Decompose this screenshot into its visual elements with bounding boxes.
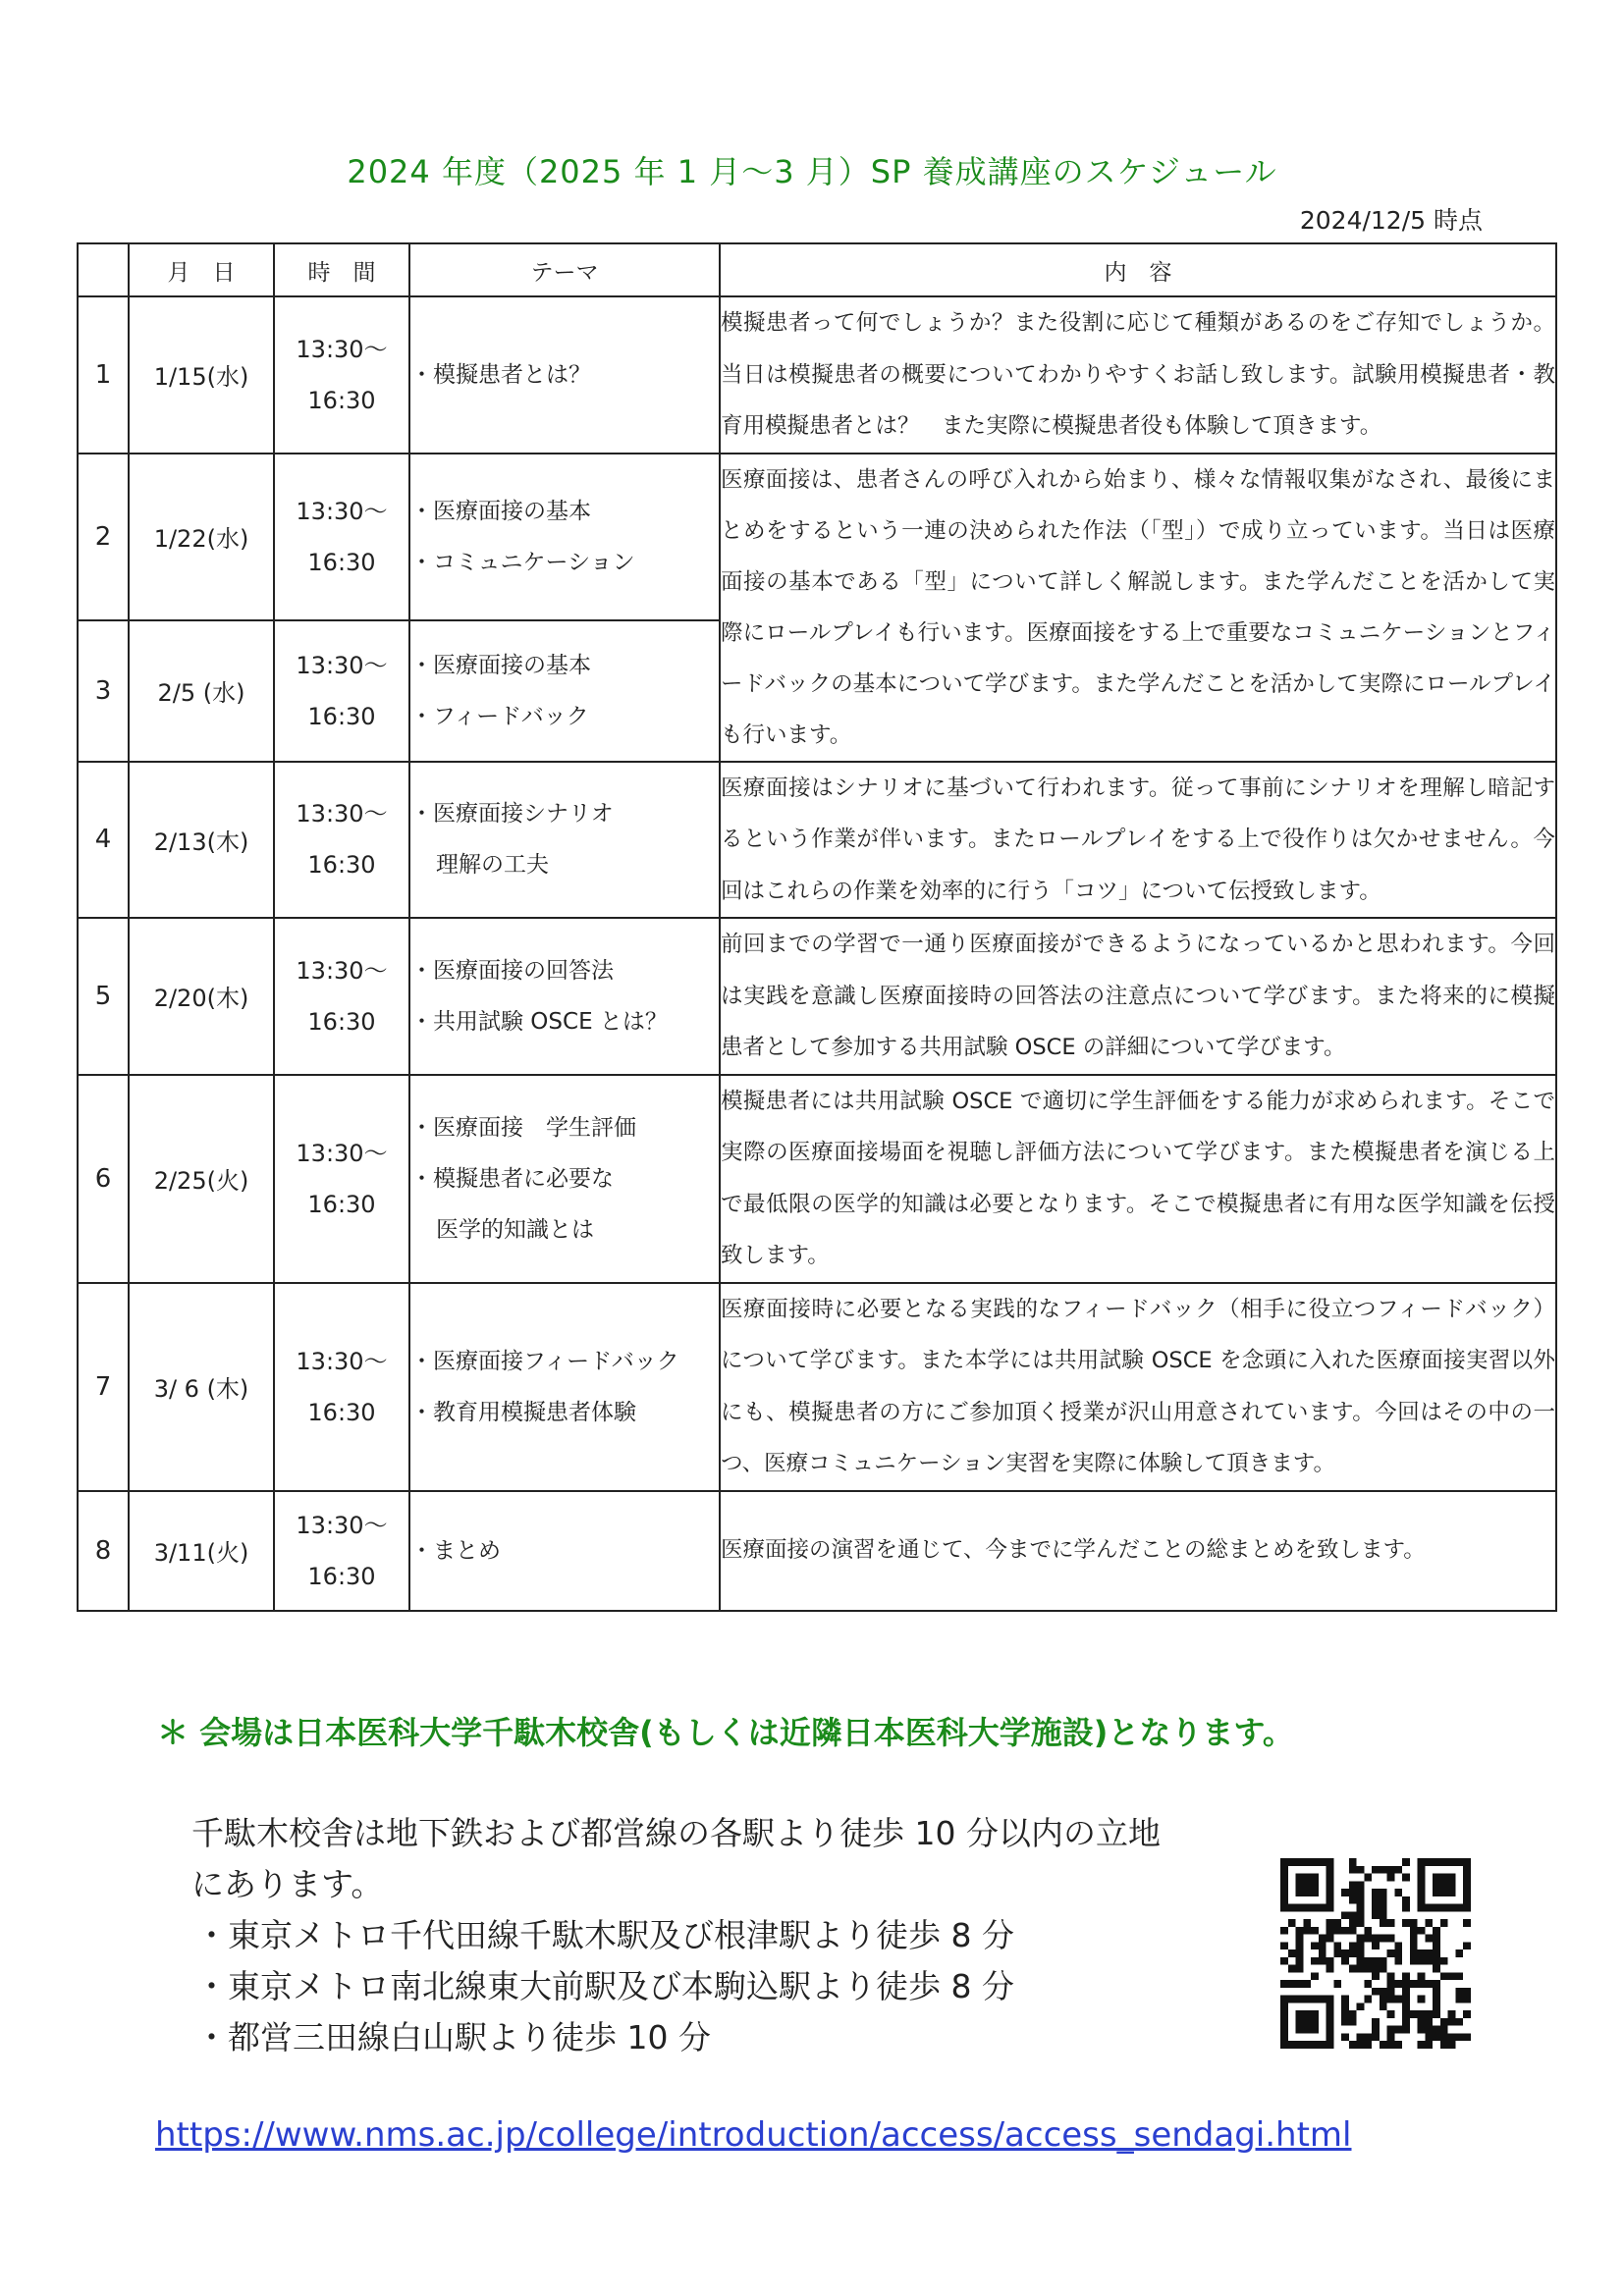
access-info [191, 1808, 1232, 2063]
access-route: ・東京メトロ千代田線千駄木駅及び根津駅より徒歩 8 分 [195, 1916, 1014, 1954]
theme-item: ・医療面接の基本 [410, 652, 591, 678]
row-theme [409, 296, 720, 454]
theme-item: ・模擬患者に必要な [410, 1165, 614, 1192]
time-start: 13:30～ [296, 335, 388, 363]
access-route: ・都営三田線白山駅より徒歩 10 分 [195, 2018, 711, 2056]
time-start: 13:30～ [296, 497, 388, 525]
row-date: 3/ 6 (木) [129, 1283, 274, 1491]
theme-item: ・医療面接の回答法 [410, 957, 614, 984]
time-start: 13:30～ [296, 1511, 388, 1539]
header-theme: テーマ [409, 243, 720, 296]
time-end: 16:30 [307, 1562, 376, 1590]
row-content: 医療面接は、患者さんの呼び入れから始まり、様々な情報収集がなされ、最後にまとめをするという一連の決められた作法（「型」）で成り立っています。当日は医療面接の基本である「型」について詳しく解説します。また学んだことを活かして実際にロールプレイも行います。医療面接をする上で重要なコミュニケーションとフィードバックの基本について学びます。また学んだことを活かして実際にロールプレイも行います。 [720, 454, 1556, 762]
row-time [274, 1491, 409, 1611]
row-content: 前回までの学習で一通り医療面接ができるようになっているかと思われます。今回は実践を意識し医療面接時の回答法の注意点について学びます。また将来的に模擬患者として参加する共用試験 OSCE の詳細について学びます。 [720, 918, 1556, 1075]
row-content: 模擬患者には共用試験 OSCE で適切に学生評価をする能力が求められます。そこで実際の医療面接場面を視聴し評価方法について学びます。また模擬患者を演じる上で最低限の医学的知識は必要となります。そこで模擬患者に有用な医学知識を伝授致します。 [720, 1075, 1556, 1283]
theme-item: ・医療面接フィードバック [410, 1348, 679, 1374]
row-time [274, 918, 409, 1075]
row-number: 4 [78, 762, 129, 919]
row-number: 5 [78, 918, 129, 1075]
row-date: 3/11(火) [129, 1491, 274, 1611]
qr-code-icon [1280, 1858, 1471, 2049]
theme-item: ・医療面接 学生評価 [410, 1114, 636, 1141]
row-number: 6 [78, 1075, 129, 1283]
header-content: 内 容 [720, 243, 1556, 296]
time-end: 16:30 [307, 386, 376, 414]
row-number: 8 [78, 1491, 129, 1611]
row-theme [409, 1491, 720, 1611]
time-end: 16:30 [307, 1007, 376, 1036]
table-row [78, 1491, 1556, 1611]
table-row [78, 1283, 1556, 1491]
theme-item: ・フィードバック [410, 703, 589, 729]
schedule-table [77, 242, 1557, 1612]
row-time [274, 1283, 409, 1491]
access-intro-line: 千駄木校舎は地下鉄および都営線の各駅より徒歩 10 分以内の立地 [191, 1814, 1161, 1852]
row-time [274, 454, 409, 620]
table-row [78, 296, 1556, 454]
time-end: 16:30 [307, 1398, 376, 1426]
row-theme [409, 620, 720, 762]
row-content: 医療面接時に必要となる実践的なフィードバック（相手に役立つフィードバック）について学びます。また本学には共用試験 OSCE を念頭に入れた医療面接実習以外にも、模擬患者の方にご参加頂く授業が沢山用意されています。今回はその中の一つ、医療コミュニケーション実習を実際に体験して頂きます。 [720, 1283, 1556, 1491]
table-row [78, 918, 1556, 1075]
row-time [274, 1075, 409, 1283]
row-time [274, 762, 409, 919]
theme-item: ・コミュニケーション [410, 549, 635, 575]
time-start: 13:30～ [296, 800, 388, 828]
row-content: 模擬患者って何でしょうか？また役割に応じて種類があるのをご存知でしょうか。当日は模擬患者の概要についてわかりやすくお話し致します。試験用模擬患者・教育用模擬患者とは？ また実際に模擬患者役も体験して頂きます。 [720, 296, 1556, 454]
header-time: 時 間 [274, 243, 409, 296]
theme-item: ・模擬患者とは？ [410, 361, 591, 388]
row-time [274, 620, 409, 762]
row-date: 2/13(木) [129, 762, 274, 919]
row-time [274, 296, 409, 454]
time-start: 13:30～ [296, 1347, 388, 1375]
row-theme [409, 762, 720, 919]
row-theme [409, 1283, 720, 1491]
theme-item: ・共用試験 OSCE とは？ [410, 1008, 668, 1035]
header-num [78, 243, 129, 296]
time-end: 16:30 [307, 548, 376, 576]
row-number: 2 [78, 454, 129, 620]
row-number: 3 [78, 620, 129, 762]
time-end: 16:30 [307, 851, 376, 880]
header-date: 月 日 [129, 243, 274, 296]
table-header-row [78, 243, 1556, 296]
row-content: 医療面接はシナリオに基づいて行われます。従って事前にシナリオを理解し暗記するという作業が伴います。またロールプレイをする上で役作りは欠かせません。今回はこれらの作業を効率的に行う「コツ」について伝授致します。 [720, 762, 1556, 919]
theme-item: 医学的知識とは [436, 1216, 594, 1243]
access-route: ・東京メトロ南北線東大前駅及び本駒込駅より徒歩 8 分 [195, 1967, 1014, 2005]
venue-note: ＊ 会場は日本医科大学千駄木校舎(もしくは近隣日本医科大学施設)となります。 [157, 1714, 1294, 1751]
theme-item: ・教育用模擬患者体験 [410, 1399, 636, 1425]
row-date: 2/20(木) [129, 918, 274, 1075]
row-date: 1/22(水) [129, 454, 274, 620]
access-link[interactable]: https://www.nms.ac.jp/college/introduction/access/access_sendagi.html [155, 2115, 1352, 2155]
page-title: 2024 年度（2025 年 1 月～3 月）SP 養成講座のスケジュール [347, 153, 1277, 190]
theme-item: ・まとめ [410, 1537, 501, 1564]
row-date: 2/25(火) [129, 1075, 274, 1283]
theme-item: ・医療面接の基本 [410, 498, 591, 524]
row-date: 2/5 (水) [129, 620, 274, 762]
time-start: 13:30～ [296, 956, 388, 985]
row-theme [409, 1075, 720, 1283]
time-end: 16:30 [307, 702, 376, 730]
theme-item: ・医療面接シナリオ [410, 801, 614, 828]
table-row [78, 762, 1556, 919]
time-start: 13:30～ [296, 651, 388, 679]
row-theme [409, 918, 720, 1075]
row-number: 7 [78, 1283, 129, 1491]
row-content: 医療面接の演習を通じて、今までに学んだことの総まとめを致します。 [720, 1491, 1556, 1611]
theme-item: 理解の工夫 [436, 852, 549, 879]
table-row [78, 1075, 1556, 1283]
table-row [78, 454, 1556, 620]
time-start: 13:30～ [296, 1139, 388, 1167]
access-intro-line: にあります。 [191, 1865, 384, 1903]
row-theme [409, 454, 720, 620]
row-date: 1/15(水) [129, 296, 274, 454]
as-of-date: 2024/12/5 時点 [1299, 206, 1483, 235]
row-number: 1 [78, 296, 129, 454]
time-end: 16:30 [307, 1190, 376, 1218]
